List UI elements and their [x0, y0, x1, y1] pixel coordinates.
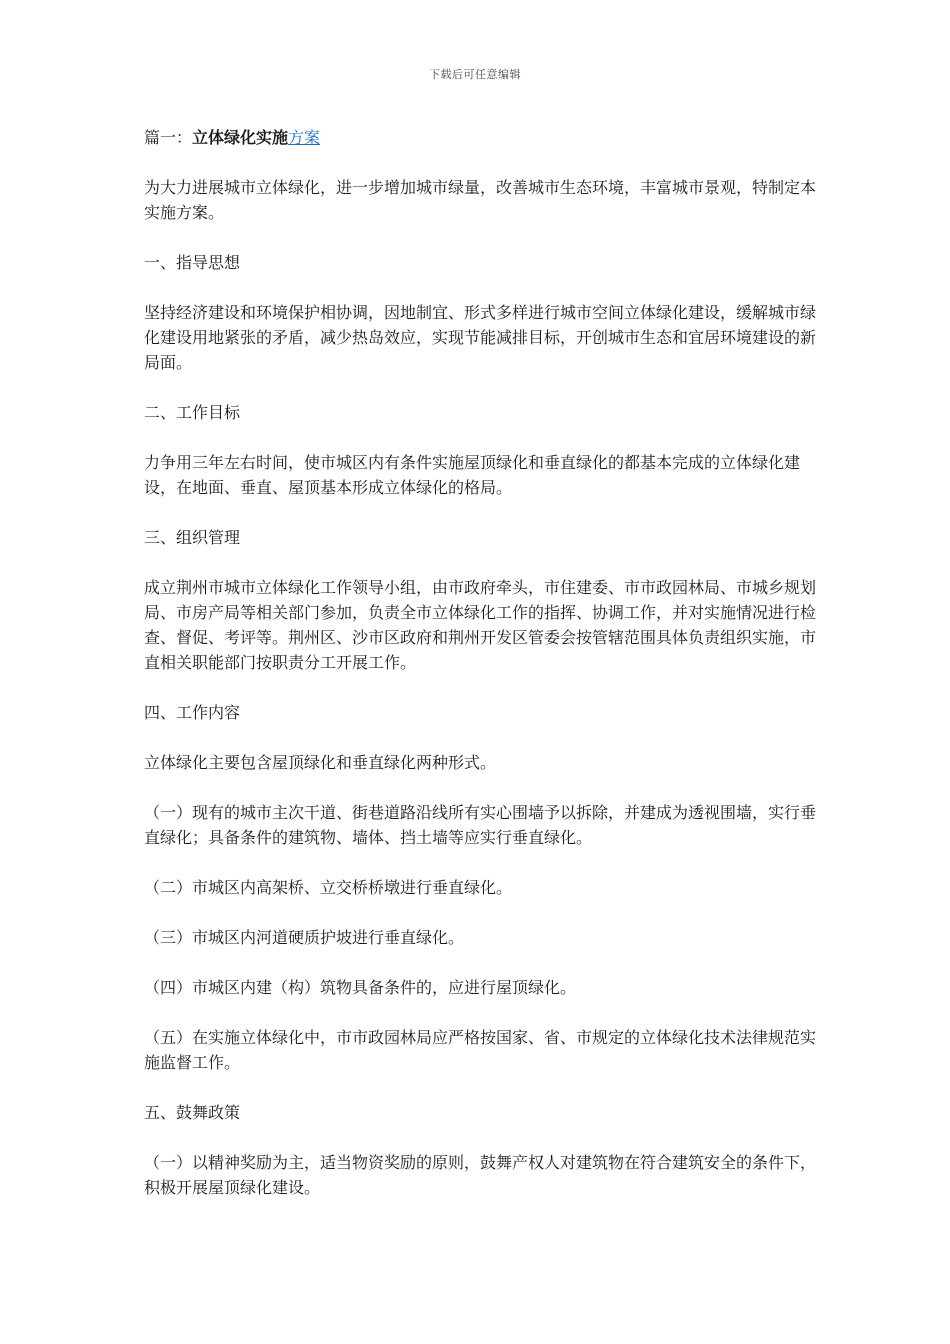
- list-item-policy-1: （一）以精神奖励为主，适当物资奖励的原则，鼓舞产权人对建筑物在符合建筑安全的条件下，积极开展屋顶绿化建设。: [144, 1153, 817, 1197]
- section-heading-work-content: 四、工作内容: [144, 703, 241, 722]
- list-item-content-4: （四）市城区内建（构）筑物具备条件的，应进行屋顶绿化。: [144, 978, 577, 997]
- list-item-content-2: （二）市城区内高架桥、立交桥桥墩进行垂直绿化。: [144, 878, 513, 897]
- header-note: 下载后可任意编辑: [429, 68, 521, 81]
- document-body: [144, 125, 824, 1225]
- paragraph-work-goals: 力争用三年左右时间，使市城区内有条件实施屋顶绿化和垂直绿化的都基本完成的立体绿化建设，在地面、垂直、屋顶基本形成立体绿化的格局。: [144, 453, 801, 497]
- paragraph-organization: 成立荆州市城市立体绿化工作领导小组，由市政府牵头，市住建委、市市政园林局、市城乡规划局、市房产局等相关部门参加，负责全市立体绿化工作的指挥、协调工作，并对实施情况进行检查、督促、考评等。荆州区、沙市区政府和荆州开发区管委会按管辖范围具体负责组织实施，市直相关职能部门按职责分工开展工作。: [144, 578, 817, 672]
- title-link[interactable]: 方案: [288, 128, 321, 147]
- list-item-content-5: （五）在实施立体绿化中，市市政园林局应严格按国家、省、市规定的立体绿化技术法律规范实施监督工作。: [144, 1028, 817, 1072]
- paragraph-work-content-intro: 立体绿化主要包含屋顶绿化和垂直绿化两种形式。: [144, 753, 497, 772]
- section-heading-incentive-policy: 五、鼓舞政策: [144, 1103, 241, 1122]
- list-item-content-3: （三）市城区内河道硬质护坡进行垂直绿化。: [144, 928, 465, 947]
- intro-paragraph: 为大力进展城市立体绿化，进一步增加城市绿量，改善城市生态环境，丰富城市景观，特制定本实施方案。: [144, 178, 817, 222]
- title-prefix: 篇一：: [144, 128, 193, 147]
- document-title: [144, 125, 824, 150]
- section-heading-guiding-ideology: 一、指导思想: [144, 253, 241, 272]
- section-heading-organization: 三、组织管理: [144, 528, 241, 547]
- section-heading-work-goals: 二、工作目标: [144, 403, 241, 422]
- paragraph-guiding-ideology: 坚持经济建设和环境保护相协调，因地制宜、形式多样进行城市空间立体绿化建设，缓解城市绿化建设用地紧张的矛盾，减少热岛效应，实现节能减排目标，开创城市生态和宜居环境建设的新局面。: [144, 303, 817, 372]
- list-item-content-1: （一）现有的城市主次干道、街巷道路沿线所有实心围墙予以拆除，并建成为透视围墙，实行垂直绿化；具备条件的建筑物、墙体、挡土墙等应实行垂直绿化。: [144, 803, 817, 847]
- title-main: 立体绿化实施: [192, 128, 289, 147]
